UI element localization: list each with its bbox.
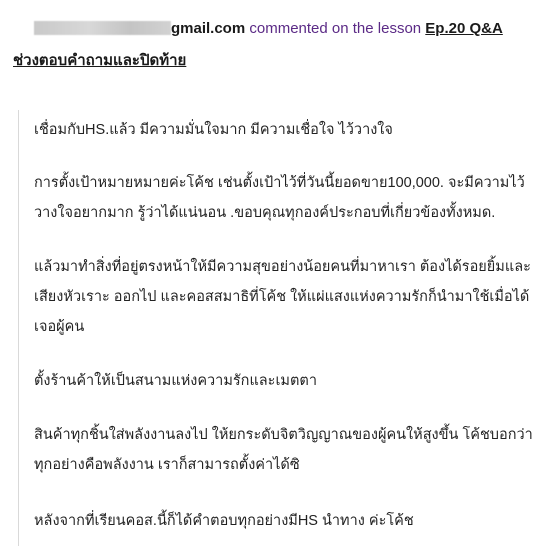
comment-body: [18, 110, 550, 546]
comment-paragraph-6: หลังจากที่เรียนคอส.นี้ก็ได้คำตอบทุกอย่างมีHS นำทาง ค่ะโค้ช: [34, 513, 414, 529]
commenter-email-domain[interactable]: gmail.com: [171, 20, 246, 37]
redacted-email-user: [34, 21, 171, 35]
commented-on-text: commented on the lesson: [245, 20, 426, 37]
comment-paragraph-3: แล้วมาทำสิ่งที่อยู่ตรงหน้าให้มีความสุขอย่างน้อยคนที่มาหาเรา ต้องได้รอยยิ้มและเสียงหัวเราะ ออกไป และคอสสมาธิที่โค้ช ให้แผ่แสงแห่งความรักก็นำมาใช้เมื่อได้เจอผู้คน: [34, 259, 531, 335]
comment-header: [34, 18, 544, 40]
lesson-subtitle-link[interactable]: ช่วงตอบคำถามและปิดท้าย: [13, 52, 187, 69]
lesson-title-link[interactable]: Ep.20 Q&A: [425, 20, 503, 37]
comment-paragraph-1: เชื่อมกับHS.แล้ว มีความมั่นใจมาก มีความเชื่อใจ ไว้วางใจ: [34, 122, 393, 138]
comment-paragraph-5: สินค้าทุกชิ้นใส่พลังงานลงไป ให้ยกระดับจิตวิญญาณของผู้คนให้สูงขึ้น โค้ชบอกว่าทุกอย่างคือพลังงาน เราก็สามารถตั้งค่าได้ซิ: [34, 427, 533, 473]
comment-paragraph-4: ตั้งร้านค้าให้เป็นสนามแห่งความรักและเมตตา: [34, 373, 317, 389]
comment-paragraph-2: การตั้งเป้าหมายหมายค่ะโค้ช เช่นตั้งเป้าไว้ที่วันนี้ยอดขาย100,000. จะมีความไว้วางใจอยากมาก รู้ว่าได้แน่นอน .ขอบคุณทุกองค์ประกอบที่เกี่ยวข้องทั้งหมด.: [34, 175, 525, 221]
